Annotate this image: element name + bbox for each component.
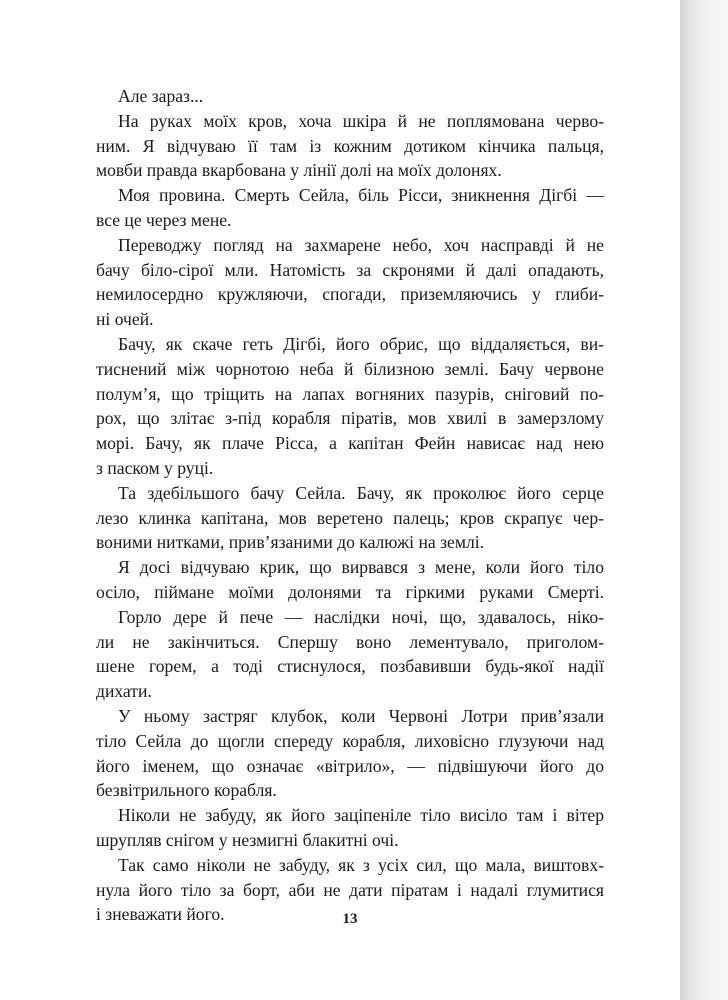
- text-line: Ніколи не забуду, як його заціпеніле тіло висіло там і вітер: [118, 805, 604, 826]
- text-line: лезо клинка капітана, мов веретено палець; кров скрапує чер-: [96, 507, 604, 528]
- text-line: Горло дере й пече — наслідки ночі, що, здавалось, ніко-: [118, 606, 604, 627]
- text-line: його іменем, що означає «вітрило», — підвішуючи його до: [96, 755, 604, 776]
- text-line: На руках моїх кров, хоча шкіра й не поплямована черво-: [118, 110, 604, 131]
- text-line: шрупляв снігом у незмигні блакитні очі.: [96, 829, 399, 850]
- body-text: [96, 84, 604, 927]
- page-edge-shadow: [680, 0, 728, 1000]
- text-line: воними нитками, прив’язаними до калюжі на землі.: [96, 532, 485, 553]
- text-line: мовби правда вкарбована у лінії долі на моїх долонях.: [96, 160, 502, 181]
- text-line: все це через мене.: [96, 209, 232, 230]
- text-line: нула його тіло за борт, аби не дати піратам і надалі глумитися: [96, 879, 604, 900]
- text-line: і зневажати його.: [96, 904, 225, 925]
- text-line: полум’я, що тріщить на лапах вогняних пазурів, сніговий по-: [96, 383, 604, 404]
- text-line: бачу біло-сірої мли. Натомість за скронями й далі опадають,: [96, 259, 604, 280]
- text-line: дихати.: [96, 681, 152, 702]
- text-line: немилосердно кружляючи, спогади, приземляючись у глиби-: [96, 284, 604, 305]
- text-line: шене горем, а тоді стиснулося, позбавивши будь-якої надії: [96, 656, 604, 677]
- text-line: Та здебільшого бачу Сейла. Бачу, як проколює його серце: [118, 482, 604, 503]
- text-line: Моя провина. Смерть Сейла, біль Рісси, зникнення Дігбі —: [118, 185, 604, 206]
- text-line: Я досі відчуваю крик, що вирвався з мене, коли його тіло: [118, 557, 604, 578]
- text-line: Бачу, як скаче геть Дігбі, його обрис, що віддаляється, ви-: [118, 333, 604, 354]
- text-line: рох, що злітає з-під корабля піратів, мов хвилі в замерзлому: [96, 408, 604, 429]
- page-number: 13: [342, 911, 358, 927]
- text-line: Так само ніколи не забуду, як з усіх сил, що мала, виштовх-: [118, 854, 604, 875]
- text-line: Переводжу погляд на захмарене небо, хоч насправді й не: [118, 234, 604, 255]
- text-line: тиснений між чорнотою неба й білизною землі. Бачу червоне: [96, 358, 604, 379]
- text-line: ли не закінчиться. Спершу воно лементувало, приголом-: [96, 631, 604, 652]
- text-line: Але зараз...: [118, 86, 204, 106]
- text-line: осіло, пійманe моїми долонями та гіркими руками Смерті.: [96, 581, 604, 602]
- text-line: ним. Я відчуваю її там із кожним дотиком кінчика пальця,: [96, 135, 604, 156]
- text-line: тіло Сейла до щогли спереду корабля, лиховісно глузуючи над: [96, 730, 604, 751]
- text-line: безвітрильного корабля.: [96, 780, 277, 801]
- text-line: У ньому застряг клубок, коли Червоні Лотри прив’язали: [118, 705, 604, 726]
- text-line: морі. Бачу, як плаче Рісса, а капітан Фейн нависає над нею: [96, 433, 604, 454]
- text-line: ні очей.: [96, 309, 154, 330]
- text-line: з паском у руці.: [96, 457, 214, 478]
